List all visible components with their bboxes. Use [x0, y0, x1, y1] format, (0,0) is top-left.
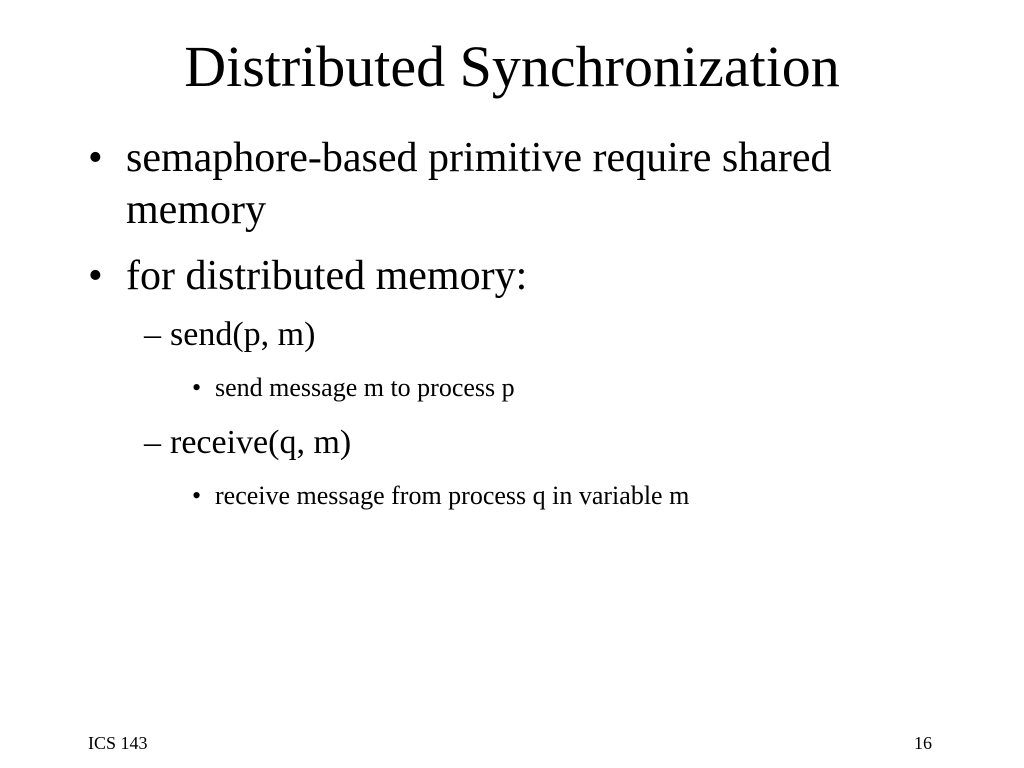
bullet-text-line-1: for distributed memory:	[126, 253, 528, 299]
sub-sub-item-text: send message m to process p	[215, 373, 515, 402]
slide-title: Distributed Synchronization	[184, 34, 840, 99]
footer-course: ICS 143	[88, 733, 148, 753]
bullet-symbol: •	[88, 253, 103, 299]
footer-page-number: 16	[914, 733, 932, 753]
bullet-symbol: •	[192, 373, 202, 402]
sub-item-text: receive(q, m)	[170, 424, 352, 461]
sub-item-text: send(p, m)	[170, 316, 316, 353]
bullet-symbol: •	[192, 481, 202, 510]
sub-sub-item-text: receive message from process q in variable m	[215, 481, 690, 510]
dash-symbol: –	[144, 424, 161, 461]
dash-symbol: –	[144, 316, 161, 353]
bullet-text-line-2: memory	[126, 187, 266, 233]
bullet-symbol: •	[88, 135, 103, 181]
bullet-text-line-1: semaphore-based primitive require shared	[126, 135, 832, 181]
